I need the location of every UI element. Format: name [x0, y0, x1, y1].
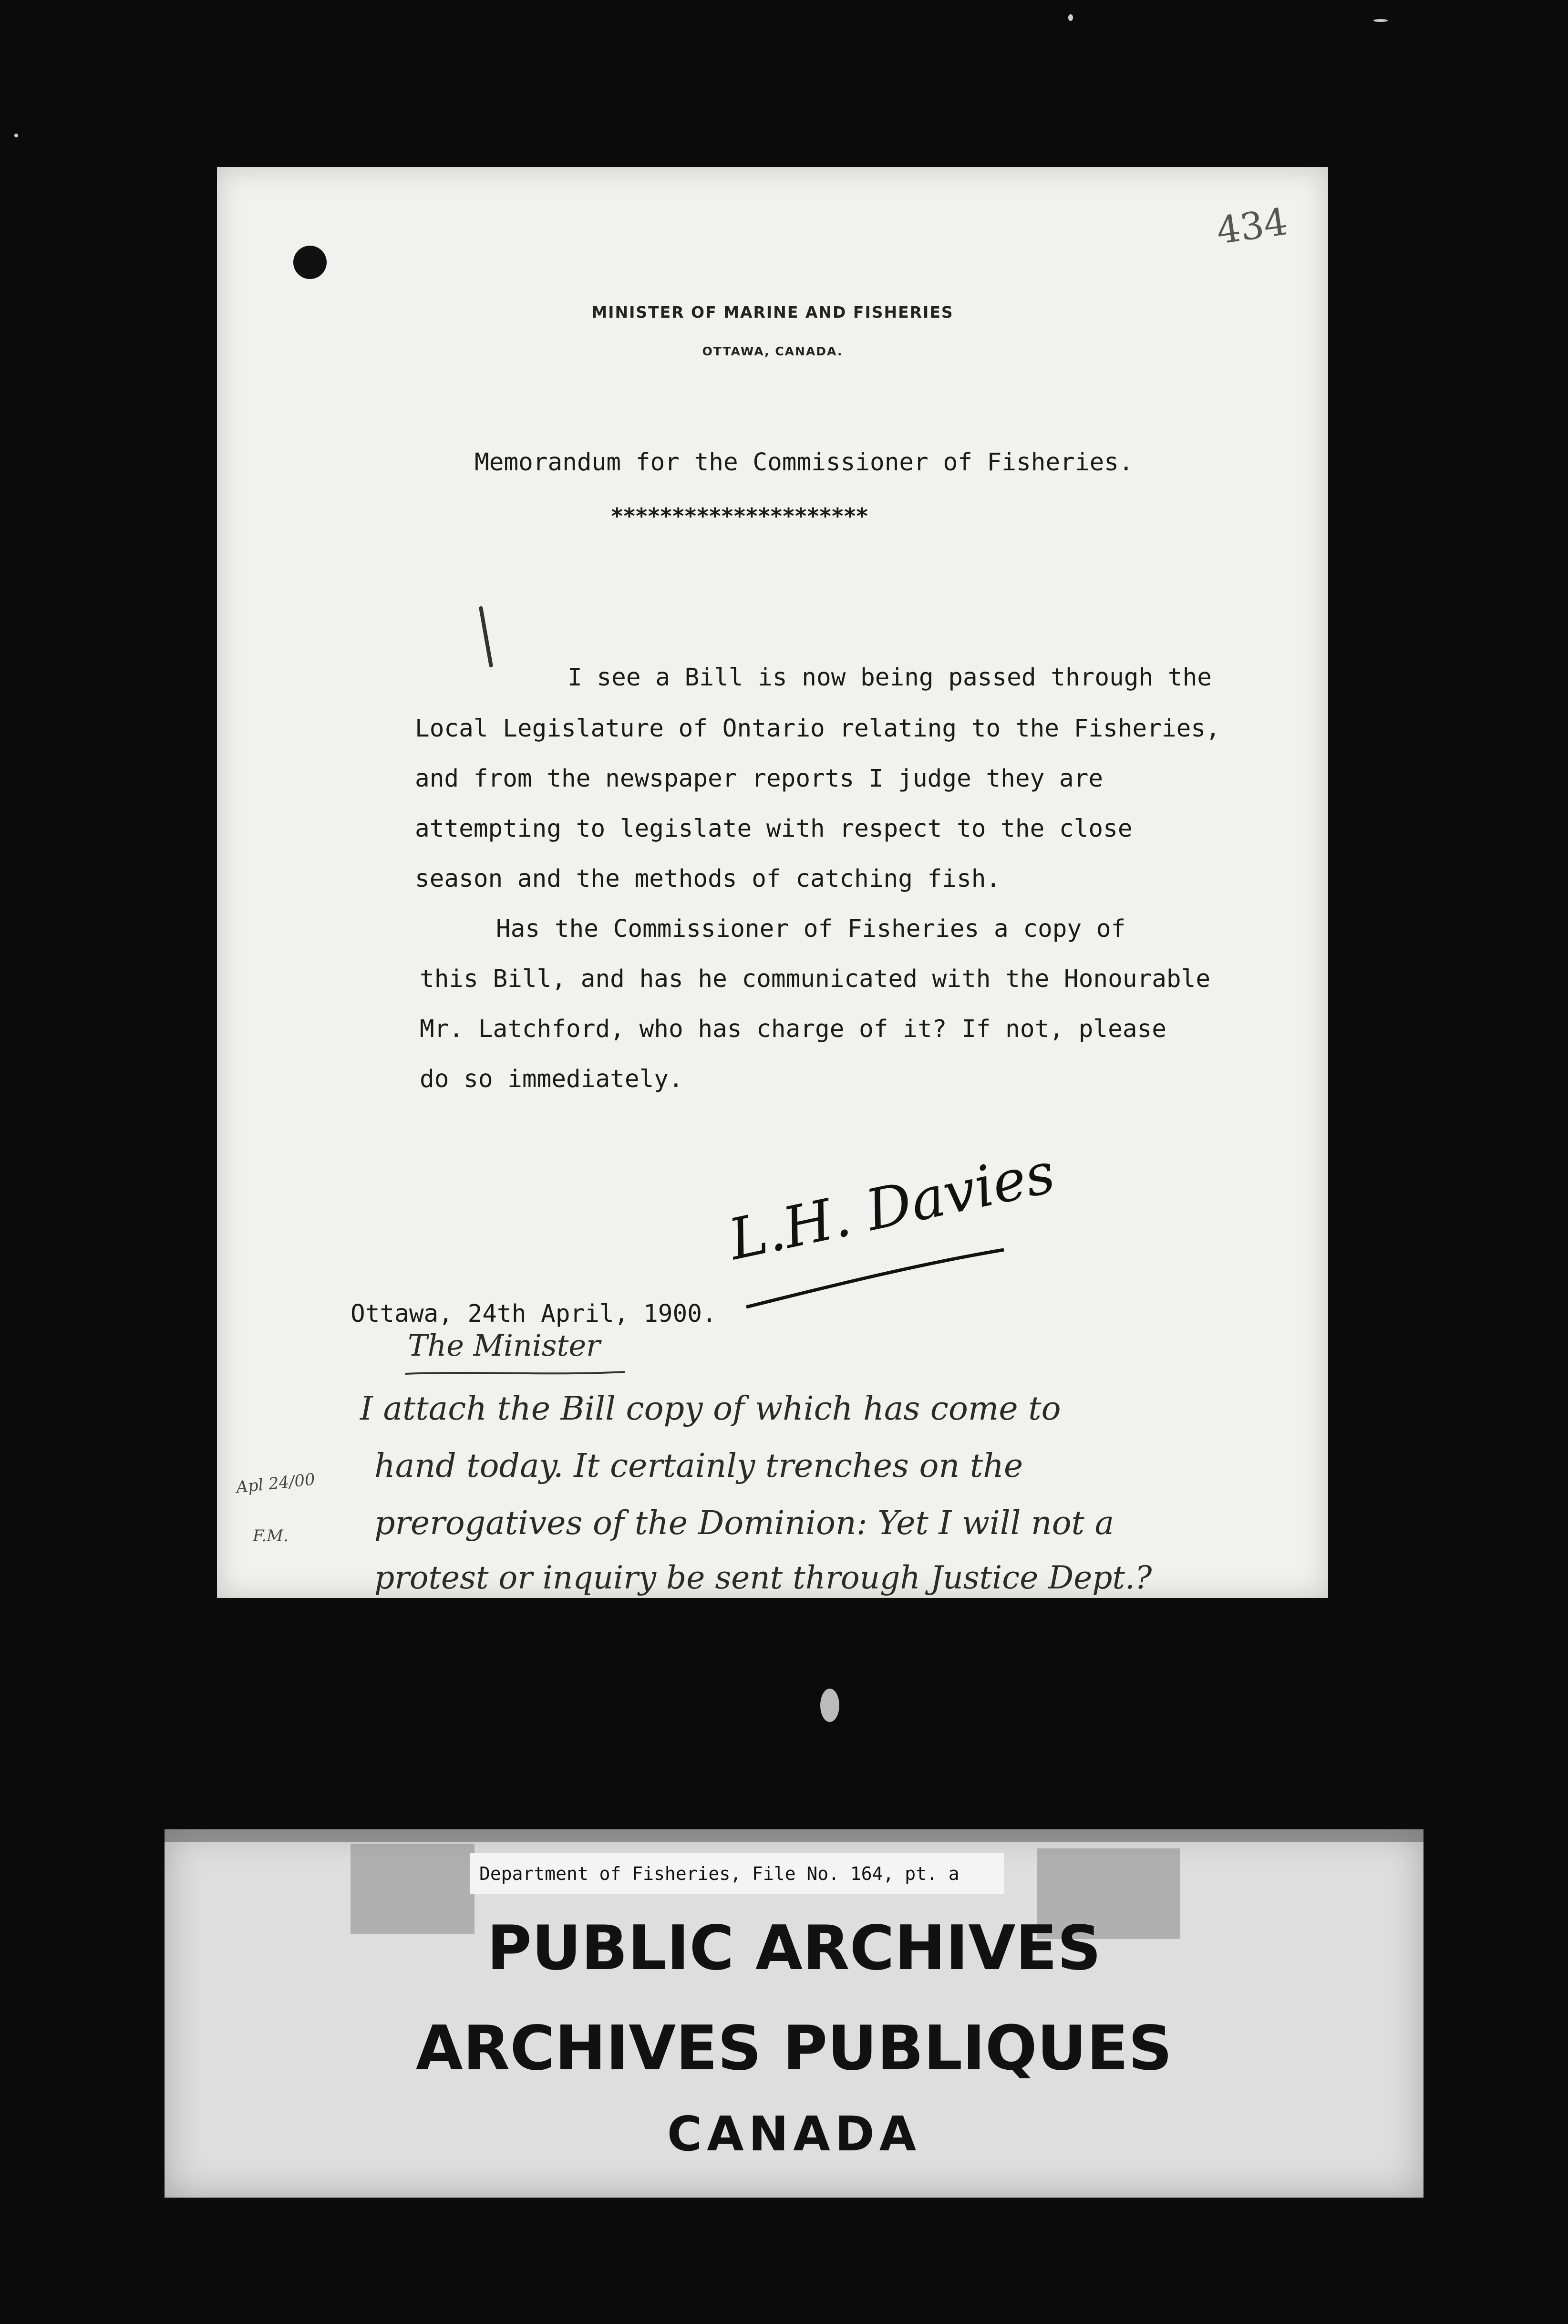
body-line: attempting to legislate with respect to the close	[415, 815, 1133, 843]
pencil-mark	[479, 606, 493, 667]
body-line: season and the methods of catching fish.	[415, 865, 1001, 893]
signature-underline	[737, 1207, 1013, 1312]
archive-label	[165, 1829, 1424, 2198]
film-speck	[1068, 14, 1073, 21]
memo-title: Memorandum for the Commissioner of Fisheries.	[475, 448, 1134, 477]
punch-hole	[293, 246, 327, 279]
film-speck	[820, 1689, 839, 1722]
memo-sheet	[217, 167, 1328, 1598]
handwritten-line: I attach the Bill copy of which has come to	[360, 1390, 1061, 1428]
handwritten-line: hand today. It certainly trenches on the	[374, 1447, 1023, 1485]
letterhead-location: OTTAWA, CANADA.	[702, 344, 843, 358]
signature-text: L.H. Davies	[723, 1139, 1061, 1273]
body-line: do so immediately.	[420, 1065, 683, 1093]
margin-note-date: Apl 24/00	[235, 1470, 316, 1497]
archive-title-fr: ARCHIVES PUBLIQUES	[415, 2013, 1173, 2084]
body-line: this Bill, and has he communicated with the Honourable	[420, 965, 1211, 993]
body-line: and from the newspaper reports I judge they are	[415, 765, 1104, 793]
signature	[723, 1139, 1061, 1312]
film-speck	[14, 134, 18, 137]
body-line: Mr. Latchford, who has charge of it? If not, please	[420, 1015, 1166, 1043]
handwritten-line: protest or inquiry be sent through Justice Dept.?	[374, 1559, 1152, 1596]
salutation-underline	[405, 1369, 625, 1379]
body-line: Local Legislature of Ontario relating to the Fisheries,	[415, 715, 1220, 743]
margin-note-initials: F.M.	[253, 1526, 289, 1546]
film-speck	[1373, 19, 1388, 22]
memo-date: Ottawa, 24th April, 1900.	[351, 1300, 717, 1328]
file-reference: Department of Fisheries, File No. 164, pt. a	[470, 1853, 1004, 1894]
handwritten-salutation: The Minister	[408, 1328, 600, 1363]
archive-country: CANADA	[667, 2106, 921, 2162]
body-line: I see a Bill is now being passed through the	[567, 664, 1212, 692]
archive-title-en: PUBLIC ARCHIVES	[487, 1913, 1101, 1984]
letterhead-title: MINISTER OF MARINE AND FISHERIES	[591, 303, 954, 322]
tape-fragment	[165, 1829, 1424, 1842]
body-line: Has the Commissioner of Fisheries a copy of	[496, 915, 1126, 943]
handwritten-line: prerogatives of the Dominion: Yet I will not a	[374, 1504, 1114, 1542]
title-separator: *********************	[610, 503, 868, 529]
page-number: 434	[1214, 200, 1290, 253]
